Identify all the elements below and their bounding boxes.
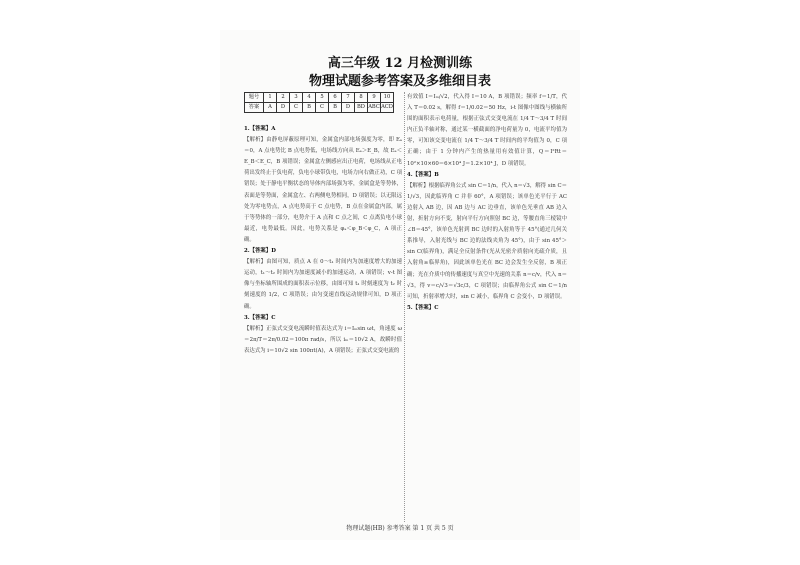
table-cell: 题号 <box>245 93 264 103</box>
answer-sheet-page <box>220 30 580 540</box>
table-cell: 5 <box>316 93 329 103</box>
page-title: 高三年级 12 月检测训练 <box>327 56 473 71</box>
table-cell: 9 <box>368 93 381 103</box>
table-cell: A <box>264 103 277 113</box>
table-cell: B <box>329 103 342 113</box>
table-cell: D <box>342 103 355 113</box>
table-cell: 答案 <box>245 103 264 113</box>
table-cell: D <box>277 103 290 113</box>
table-cell: ACD <box>381 103 394 113</box>
table-cell: 7 <box>342 93 355 103</box>
table-cell: 1 <box>264 93 277 103</box>
table-cell: BD <box>355 103 368 113</box>
table-cell: 4 <box>303 93 316 103</box>
table-cell: 3 <box>290 93 303 103</box>
table-cell: 8 <box>355 93 368 103</box>
explanation-text: 【解析】由静电屏蔽原理可知，金属盒内部电场强度为零，即 Eₐ＝0，A 点电势比 B 点电势低，电场线方向从 Eₐ＞E_B，故 Eₐ＜E_B＜E_C，B 项错误；金属盒左侧感应出正电荷，电场线从正电荷出发终止于负电荷，负电小球带负电，电场力向右做正功，C 项错误；处于静电平衡状态的导体内部场强为零，金属盒是等势体，表面是等势面，金属盒左、右两侧电势相同，D 项错误；以无限远处为零电势点，A 点电势高于 C 点电势，B 点在金属盒内部，属于等势体的一部分，电势介于 A 点和 C 点之间，C 点离负电小球最近，电势最低。因此，电势关系是 φₐ＜φ_B＜φ_C，A 项正确。 <box>244 137 402 243</box>
table-cell: 2 <box>277 93 290 103</box>
table-cell: 6 <box>329 93 342 103</box>
page-subtitle: 物理试题参考答案及多维细目表 <box>308 74 491 89</box>
explanation-text: 有效值 I＝Iₘ/√2，代入得 I＝10 A，B 项错误；频率 f＝1/T，代入 T＝0.02 s，解得 f＝1/0.02＝50 Hz，i-t 图像中图线与横轴所围的面积表示电荷量，根据正弦式交变电流在 1/4 T～3/4 T 时间内正负半轴对称，通过某一横截面的净电荷量为 0，电流平均值为零，可知该交变电流在 1/4 T～3/4 T 时间内的平均值为 0，C 项正确；由于 1 分钟内产生的热量用有效值计算，Q＝I²Rt＝10²×10×60＝6×10⁴ J＝1.2×10⁴ J，D 项错误。 <box>407 94 567 167</box>
column-divider <box>404 92 405 522</box>
answer-heading: 5.【答案】C <box>407 304 439 311</box>
table-cell: C <box>290 103 303 113</box>
answer-heading: 2.【答案】D <box>244 248 276 255</box>
table-cell: ABC <box>368 103 381 113</box>
table-cell: B <box>303 103 316 113</box>
page-footer: 物理试题(HB) 参考答案 第 1 页 共 5 页 <box>346 525 454 532</box>
explanation-text: 【解析】正弦式交变电流瞬时值表达式为 i＝Iₘsin ωt，角速度 ω＝2π/T＝2π/0.02＝100π rad/s，所以 iₘ＝10√2 A，故瞬时值表达式为 i＝10√2 sin 100πt(A)，A 项错误；正弦式交变电流的 <box>244 325 402 354</box>
table-cell: C <box>316 103 329 113</box>
answer-table-row-answers <box>245 103 394 113</box>
answer-table-row-numbers <box>245 93 394 103</box>
table-cell: 10 <box>381 93 394 103</box>
explanation-text: 【解析】由图可知，质点 A 在 0～t₁ 时间内为加速度增大的加速运动，t₁～t₂ 时间内为加速度减小的加速运动，A 项错误；v-t 图像与坐标轴所围成的面积表示位移，由图可知 t₁ 时刻速度为 t₂ 时刻速度的 1/2，C 项错误；由匀变速直线运动规律可知，D 项正确。 <box>244 259 402 310</box>
left-column <box>244 124 402 518</box>
explanation-text: 【解析】根据临界角公式 sin C＝1/n，代入 n＝√3，解得 sin C＝1/√3，因此临界角 C 并非 60°，A 项错误；该单色光平行于 AC 边射入 AB 边，因 AB 边与 AC 边垂直，该单色光垂直 AB 边入射，折射方向不变，射向平行方向照射 BC 边，等腰直角三棱镜中 ∠B＝45°，该单色光射到 BC 边时的入射角等于 45°(通过几何关系推导，入射光线与 BC 边的法线夹角为 45°)，由于 sin 45°＞sin C(临界角)，满足全反射条件(光从光密介质射向光疏介质，且入射角≥临界角)，因此该单色光在 BC 边会发生全反射，B 项正确；光在介质中的传播速度与真空中光速的关系 n＝c/v，代入 n＝√3，得 v＝c/√3＝√3c/3，C 项错误；由临界角公式 sin C＝1/n 可知，折射率增大时，sin C 减小，临界角 C 会变小，D 项错误。 <box>407 182 567 300</box>
right-column <box>407 92 567 522</box>
answer-heading: 3.【答案】C <box>244 314 276 321</box>
answer-heading: 1.【答案】A <box>244 126 276 132</box>
answer-heading: 4.【答案】B <box>407 171 439 178</box>
answer-table <box>244 92 394 113</box>
